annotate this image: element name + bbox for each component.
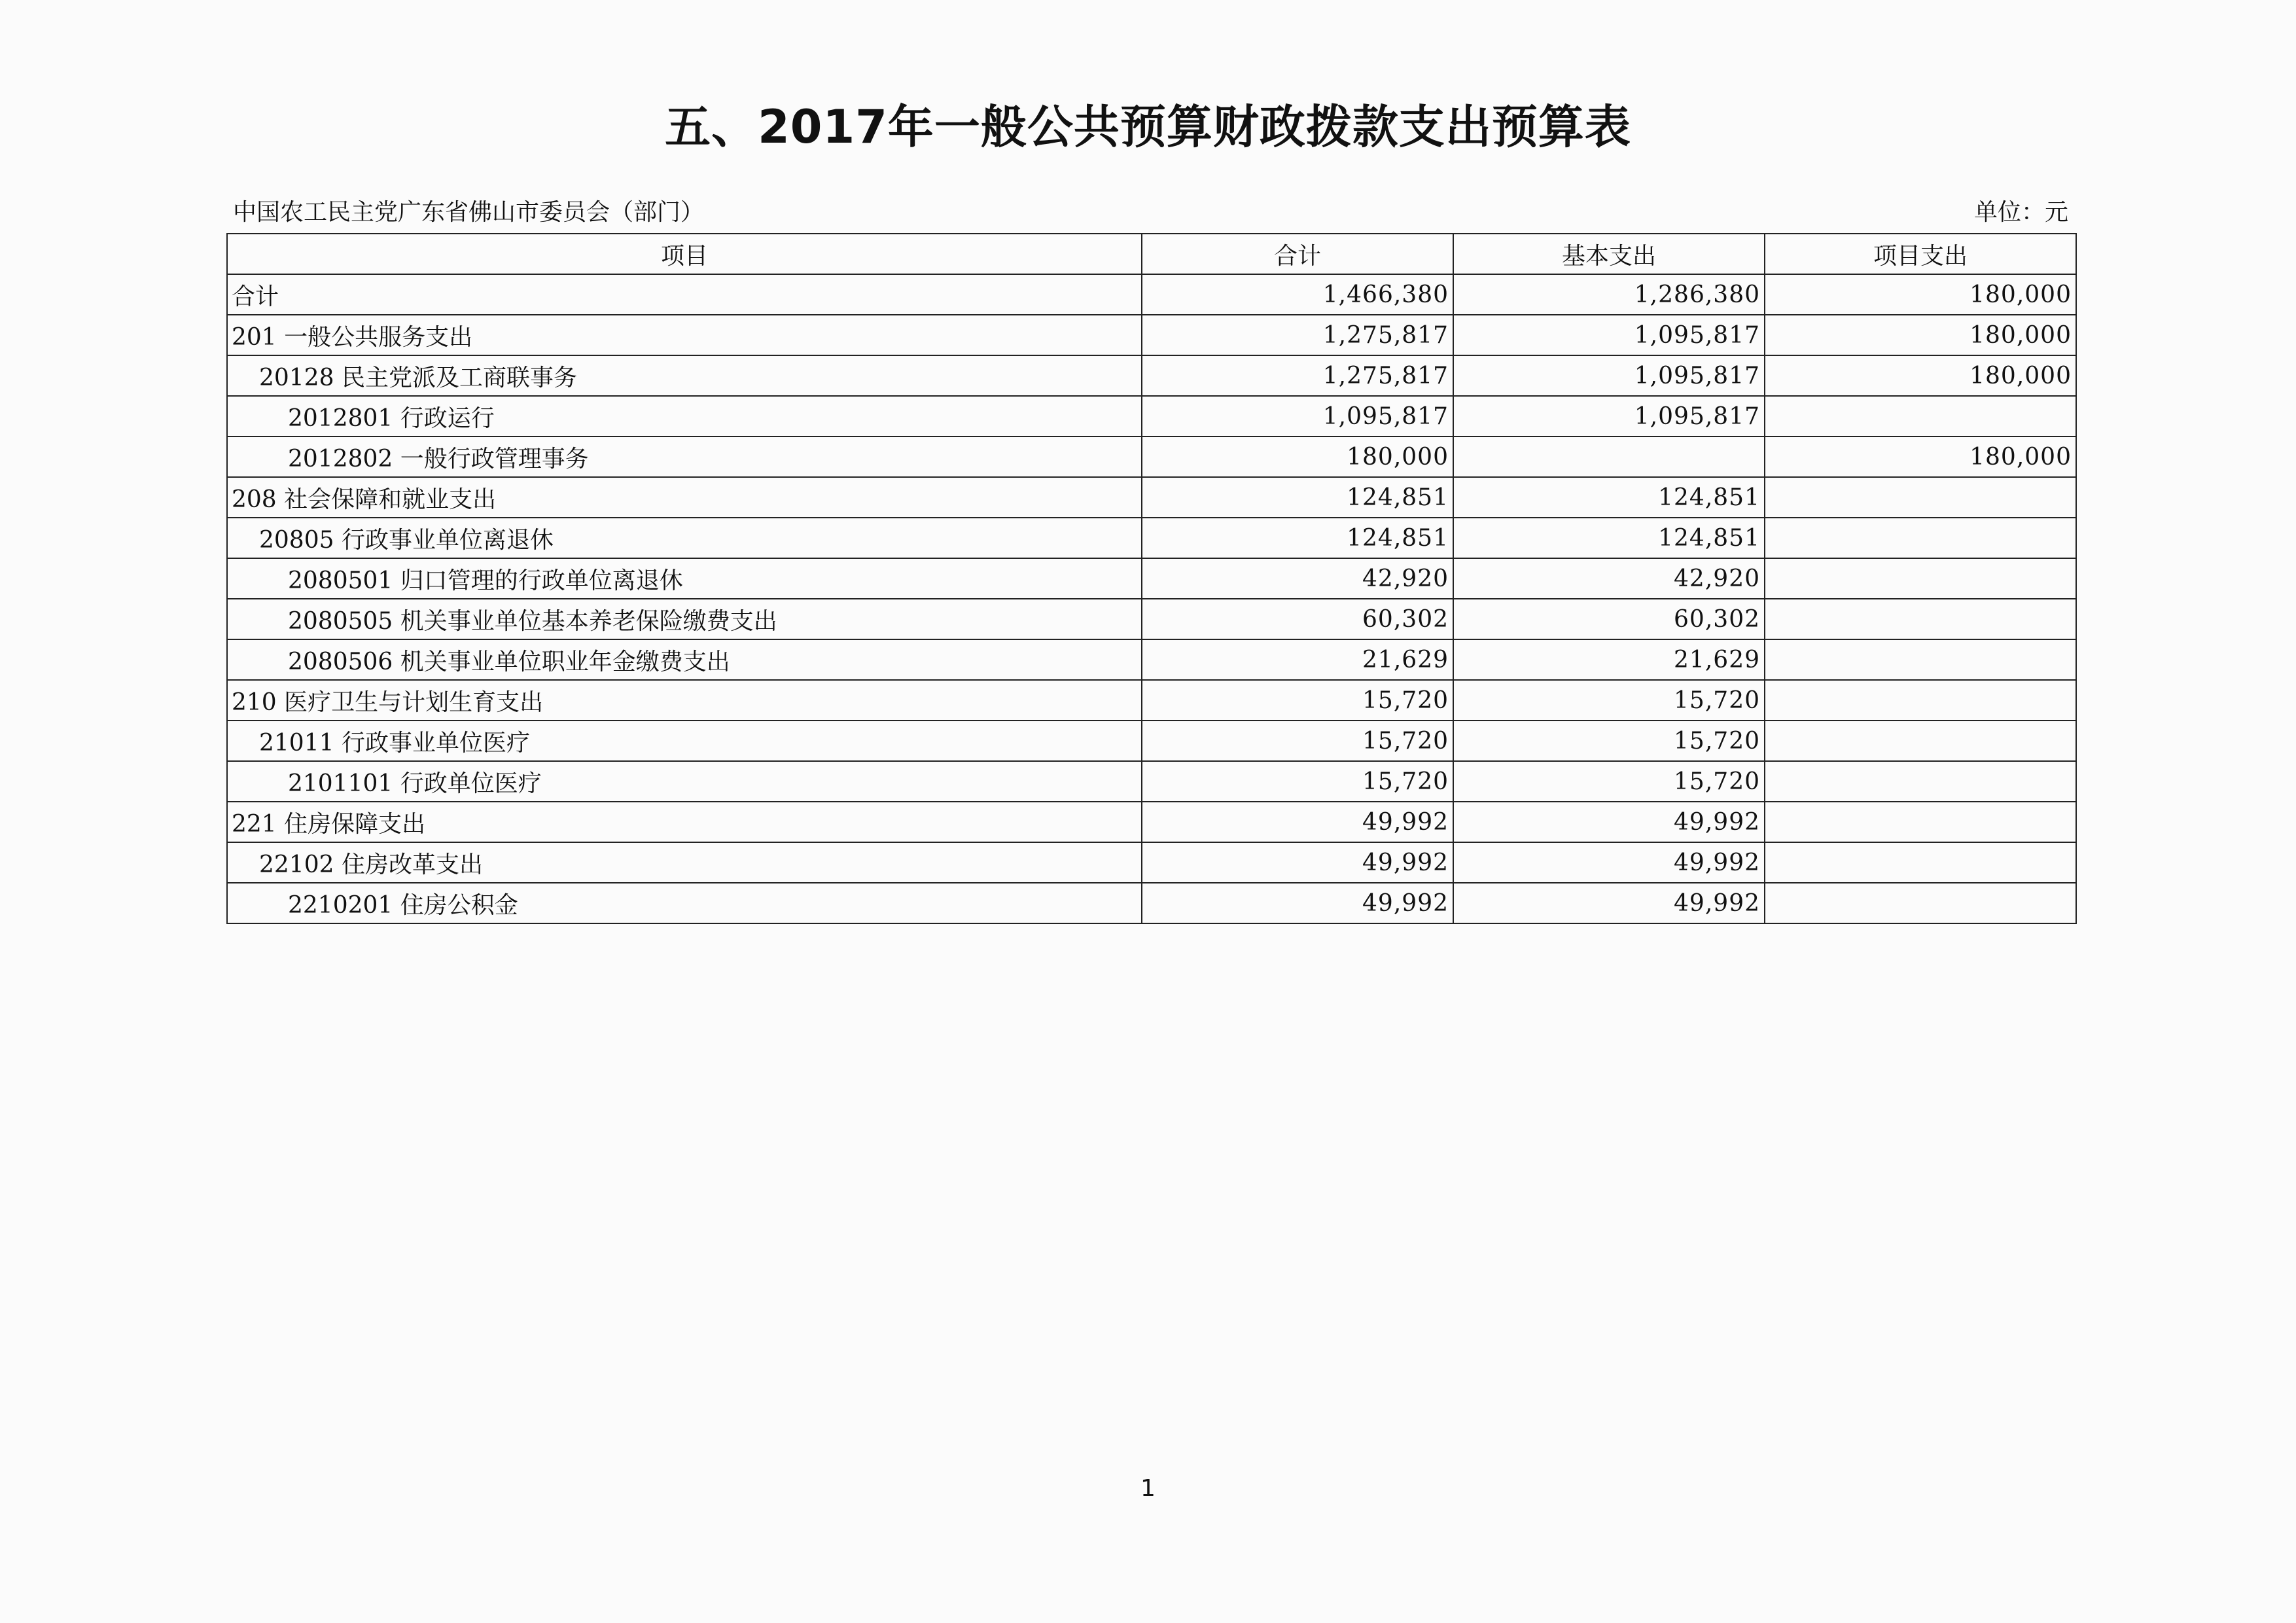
row-total: 1,275,817 — [1142, 355, 1453, 396]
row-basic: 15,720 — [1453, 721, 1765, 761]
row-basic: 1,095,817 — [1453, 355, 1765, 396]
column-header-total: 合计 — [1142, 234, 1453, 274]
table-row — [227, 518, 2076, 558]
row-project — [1765, 721, 2076, 761]
row-item: 22102 住房改革支出 — [227, 842, 1142, 883]
page-number: 1 — [1140, 1475, 1156, 1502]
row-item: 2080501 归口管理的行政单位离退休 — [227, 558, 1142, 599]
row-total: 15,720 — [1142, 721, 1453, 761]
table-row — [227, 802, 2076, 842]
row-item: 208 社会保障和就业支出 — [227, 477, 1142, 518]
row-basic: 1,286,380 — [1453, 274, 1765, 315]
row-item: 2080506 机关事业单位职业年金缴费支出 — [227, 639, 1142, 680]
row-item: 2012802 一般行政管理事务 — [227, 437, 1142, 477]
row-basic: 49,992 — [1453, 883, 1765, 923]
row-project — [1765, 396, 2076, 437]
row-basic: 124,851 — [1453, 518, 1765, 558]
row-project — [1765, 558, 2076, 599]
row-total: 124,851 — [1142, 477, 1453, 518]
table-row — [227, 477, 2076, 518]
row-item: 21011 行政事业单位医疗 — [227, 721, 1142, 761]
page-title: 五、2017年一般公共预算财政拨款支出预算表 — [665, 100, 1631, 154]
row-item: 2080505 机关事业单位基本养老保险缴费支出 — [227, 599, 1142, 639]
table-row — [227, 355, 2076, 396]
row-project: 180,000 — [1765, 355, 2076, 396]
unit-label: 单位：元 — [1973, 199, 2068, 226]
table-row — [227, 639, 2076, 680]
row-basic: 15,720 — [1453, 680, 1765, 721]
row-basic: 21,629 — [1453, 639, 1765, 680]
table-row — [227, 315, 2076, 355]
table-row — [227, 680, 2076, 721]
row-total: 42,920 — [1142, 558, 1453, 599]
row-item: 合计 — [227, 274, 1142, 315]
row-basic: 49,992 — [1453, 802, 1765, 842]
row-project — [1765, 761, 2076, 802]
row-project — [1765, 802, 2076, 842]
table-row — [227, 842, 2076, 883]
table-header-row — [227, 234, 2076, 274]
row-project — [1765, 477, 2076, 518]
department-label: 中国农工民主党广东省佛山市委员会（部门） — [233, 199, 705, 226]
row-total: 15,720 — [1142, 761, 1453, 802]
row-total: 49,992 — [1142, 802, 1453, 842]
row-project — [1765, 680, 2076, 721]
row-basic: 15,720 — [1453, 761, 1765, 802]
row-total: 1,466,380 — [1142, 274, 1453, 315]
budget-table — [226, 233, 2077, 924]
row-total: 1,095,817 — [1142, 396, 1453, 437]
row-project — [1765, 842, 2076, 883]
column-header-project: 项目支出 — [1765, 234, 2076, 274]
row-project — [1765, 599, 2076, 639]
row-item: 221 住房保障支出 — [227, 802, 1142, 842]
row-total: 1,275,817 — [1142, 315, 1453, 355]
row-basic: 124,851 — [1453, 477, 1765, 518]
table-row — [227, 396, 2076, 437]
row-item: 2210201 住房公积金 — [227, 883, 1142, 923]
row-total: 124,851 — [1142, 518, 1453, 558]
row-item: 2012801 行政运行 — [227, 396, 1142, 437]
row-project — [1765, 883, 2076, 923]
table-row — [227, 599, 2076, 639]
table-row — [227, 437, 2076, 477]
row-project — [1765, 639, 2076, 680]
row-project: 180,000 — [1765, 437, 2076, 477]
row-item: 20805 行政事业单位离退休 — [227, 518, 1142, 558]
row-project: 180,000 — [1765, 315, 2076, 355]
table-row — [227, 883, 2076, 923]
row-basic: 1,095,817 — [1453, 396, 1765, 437]
table-row — [227, 721, 2076, 761]
row-basic: 42,920 — [1453, 558, 1765, 599]
row-total: 49,992 — [1142, 883, 1453, 923]
table-row — [227, 274, 2076, 315]
row-basic: 49,992 — [1453, 842, 1765, 883]
row-project — [1765, 518, 2076, 558]
row-item: 210 医疗卫生与计划生育支出 — [227, 680, 1142, 721]
table-row — [227, 558, 2076, 599]
column-header-item: 项目 — [227, 234, 1142, 274]
row-item: 2101101 行政单位医疗 — [227, 761, 1142, 802]
row-total: 60,302 — [1142, 599, 1453, 639]
row-total: 49,992 — [1142, 842, 1453, 883]
row-total: 15,720 — [1142, 680, 1453, 721]
row-basic — [1453, 437, 1765, 477]
row-basic: 60,302 — [1453, 599, 1765, 639]
row-project: 180,000 — [1765, 274, 2076, 315]
row-total: 21,629 — [1142, 639, 1453, 680]
column-header-basic: 基本支出 — [1453, 234, 1765, 274]
row-item: 20128 民主党派及工商联事务 — [227, 355, 1142, 396]
row-basic: 1,095,817 — [1453, 315, 1765, 355]
row-total: 180,000 — [1142, 437, 1453, 477]
table-row — [227, 761, 2076, 802]
row-item: 201 一般公共服务支出 — [227, 315, 1142, 355]
